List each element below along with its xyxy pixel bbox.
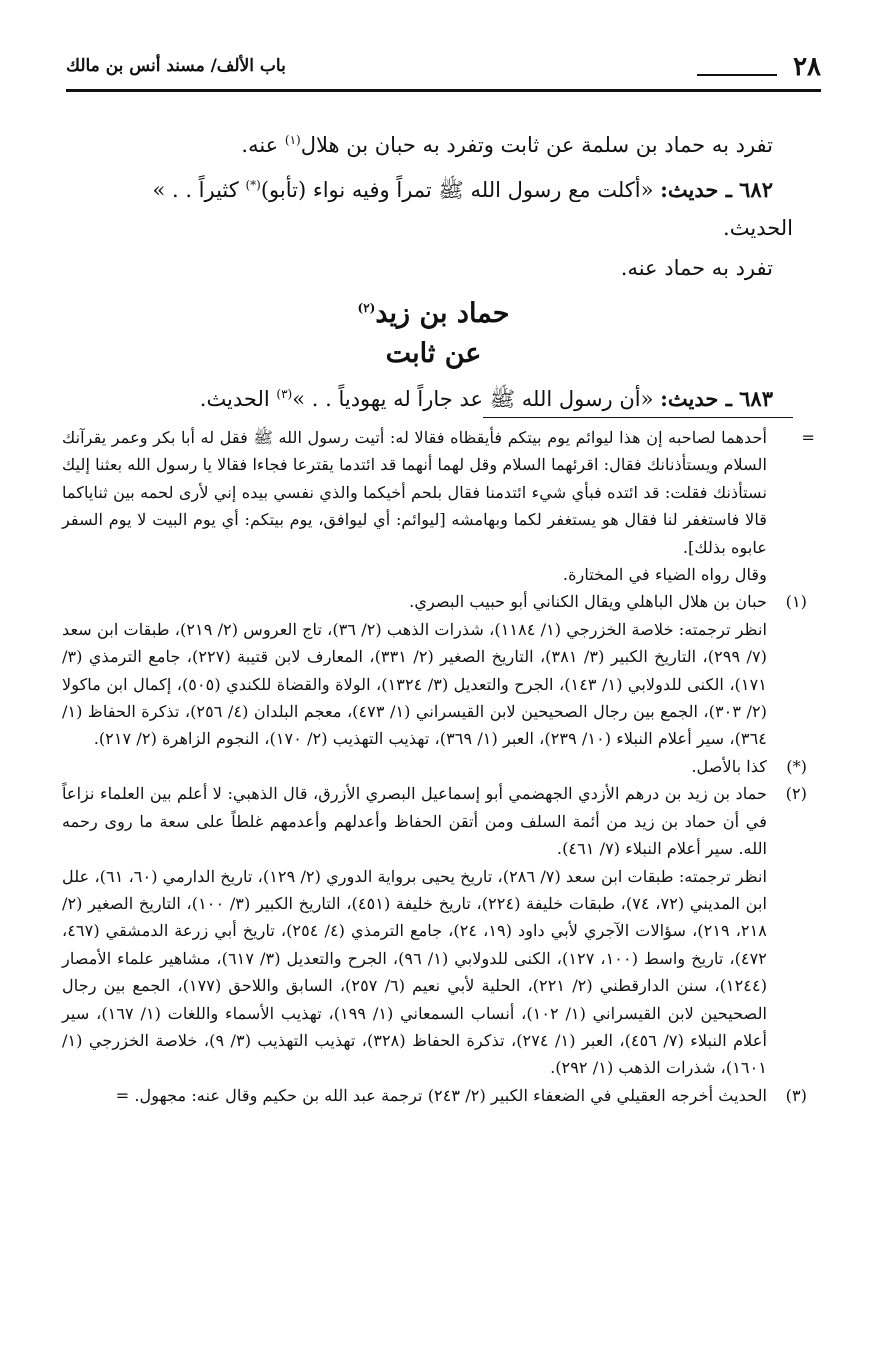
running-title: باب الألف/ مسند أنس بن مالك bbox=[66, 56, 286, 76]
footnote-2-marker: (٢) bbox=[785, 784, 807, 804]
header-rule bbox=[66, 89, 821, 92]
section-title-2: عن ثابت bbox=[385, 338, 482, 369]
hadith-683: ٦٨٣ ـ حديث: «أن رسول الله ﷺ عد جاراً له يهودياً . . »$^{(٣)}$ الحديث. bbox=[199, 386, 773, 411]
page-number: ٢٨ bbox=[793, 52, 821, 82]
hadith-682-label: ٦٨٢ ـ حديث: bbox=[660, 177, 773, 202]
footnote-ref-2: (٢) bbox=[357, 301, 376, 315]
hadith-682: ٦٨٢ ـ حديث: «أكلت مع رسول الله ﷺ تمراً وفيه نواء (تأبو)(*) كثيراً . . » bbox=[152, 177, 773, 202]
footnote-continuation: = أحدهما لصاحبه إن هذا ليوائم يوم بيتكم فأيقظاه فقالا له: أتيت رسول الله ﷺ فقل له أبا بكر وعمر يقرآنك السلام ويستأذنانك فقال: اقرئهما السلام وقل لهما أنهما قد ائتدما يقترعا فجاءا فقالا يا رسول الله بعثنا إليك نستأذنك فقلت: قد ائتده فبأي شيء ائتدمنا فقال بلحم أخيكما والذي نفسي بيده إني لأرى لحمه بين ثناياكما قالا فاستغفر لنا فقال هو يستغفر لكما وبهامشه [ليوائم: أي ليوافق، يوم بيتكم: أي يوم البيت لا يوم السفر عابوه بذلك]. bbox=[62, 424, 807, 561]
footnote-separator bbox=[483, 417, 793, 418]
main-text bbox=[74, 120, 793, 419]
footnote-2-sources: انظر ترجمته: طبقات ابن سعد (٧/ ٢٨٦)، تاريخ يحيى برواية الدوري (٢/ ١٢٩)، تاريخ الدارمي (٦٠، ٦١)، علل ابن المديني (٧٢، ٧٤)، طبقات خليفة (٢٢٤)، تاريخ خليفة (٤٥١)، التاريخ الكبير (٣/ ١٠٠)، التاريخ الصغير (٢/ ٢١٨، ٢١٩)، سؤالات الآجري لأبي داود (١٩، ٢٤)، جامع الترمذي (٤/ ٢٥٤)، تاريخ أبي زرعة الدمشقي (٤٦٧، ٤٧٢)، تاريخ واسط (١٠٠، ١٢٧)، الكنى للدولابي (١/ ٩٦)، الجرح والتعديل (٣/ ٦١٧)، مشاهير علماء الأمصار (١٢٤٤)، سنن الدارقطني (٢/ ٢٢١)، الحلية لأبي نعيم (٦/ ٢٥٧)، السابق واللاحق (١٧٧)، الجمع بين رجال الصحيحين لابن القيسراني (١/ ١٠٢)، أنساب السمعاني (١/ ١٩٩)، تهذيب الأسماء واللغات (١/ ١٦٧)، سير أعلام النبلاء (٧/ ٤٥٦)، العبر (١/ ٢٧٤)، تذكرة الحفاظ (٣٢٨)، تهذيب التهذيب (٣/ ٩)، خلاصة الخزرجي (١/ ١٦٠١)، شذرات الذهب (١/ ٢٩٢). bbox=[62, 866, 768, 1078]
page-header bbox=[66, 52, 821, 92]
hadith-682-cont: الحديث. bbox=[723, 216, 793, 240]
footnote-3-continuation-mark: = bbox=[115, 1085, 130, 1105]
footnote-ref-1: (١) bbox=[284, 133, 301, 147]
header-dash bbox=[697, 74, 777, 76]
hadith-683-label: ٦٨٣ ـ حديث: bbox=[660, 386, 773, 411]
footnote-star: (*) كذا بالأصل. bbox=[62, 753, 807, 780]
continuation-mark: = bbox=[801, 428, 815, 447]
footnote-ref-3: (٣) bbox=[276, 387, 293, 401]
footnote-3-marker: (٣) bbox=[785, 1085, 807, 1105]
footnote-star-marker: (*) bbox=[786, 756, 807, 776]
footnote-2: (٢) حماد بن زيد بن درهم الأزدي الجهضمي أبو إسماعيل البصري الأزرق، قال الذهبي: لا أعلم بين العلماء نزاعاً في أن حماد بن زيد من أئمة السلف ومن أتقن الحفاظ وأعدلهم وأعدمهم غلطاً على سعة ما روى رحمه الله. سير أعلام النبلاء (٧/ ٤٦١). bbox=[62, 780, 807, 862]
footnote-ref-star: (*) bbox=[245, 178, 261, 192]
footnotes bbox=[62, 424, 815, 1109]
footnote-1-sources: انظر ترجمته: خلاصة الخزرجي (١/ ١١٨٤)، شذرات الذهب (٢/ ٣٦)، تاج العروس (٢/ ٢١٩)، طبقات ابن سعد (٧/ ٢٩٩)، التاريخ الكبير (٣/ ٣٨١)، التاريخ الصغير (٢/ ٣٣١)، المعارف لابن قتيبة (٢٢٧)، جامع الترمذي (٣/ ١٧١)، الكنى للدولابي (١/ ١٤٣)، الجرح والتعديل (٣/ ١٣٢٤)، الولاة والقضاة للكندي (٥٠٥)، إكمال ابن ماكولا (٢/ ٣٠٣)، الجمع بين رجال الصحيحين لابن القيسراني (١/ ٤٧٣)، معجم البلدان (٤/ ٢٥٦)، تذكرة الحفاظ (١/ ٣٦٤)، سير أعلام النبلاء (١٠/ ٢٣٩)، العبر (١/ ٣٦٩)، تهذيب التهذيب (٢/ ١٧٠)، النجوم الزاهرة (٢/ ٢١٧). bbox=[62, 619, 767, 749]
footnote-1-marker: (١) bbox=[785, 592, 807, 612]
footnote-continuation-2: وقال رواه الضياء في المختارة. bbox=[562, 565, 767, 585]
main-line-1: تفرد به حماد بن سلمة عن ثابت وتفرد به حبان بن هلال$^{(١)}$ عنه. bbox=[241, 133, 773, 157]
section-title-1: حماد بن زيد$^{(٢)}$ bbox=[357, 298, 510, 329]
footnote-3: (٣) الحديث أخرجه العقيلي في الضعفاء الكبير (٢/ ٢٤٣) ترجمة عبد الله بن حكيم وقال عنه: مجهول. = bbox=[62, 1082, 807, 1109]
main-line-4: تفرد به حماد عنه. bbox=[620, 256, 773, 280]
footnote-1: (١) حبان بن هلال الباهلي ويقال الكناني أبو حبيب البصري. bbox=[62, 588, 807, 615]
